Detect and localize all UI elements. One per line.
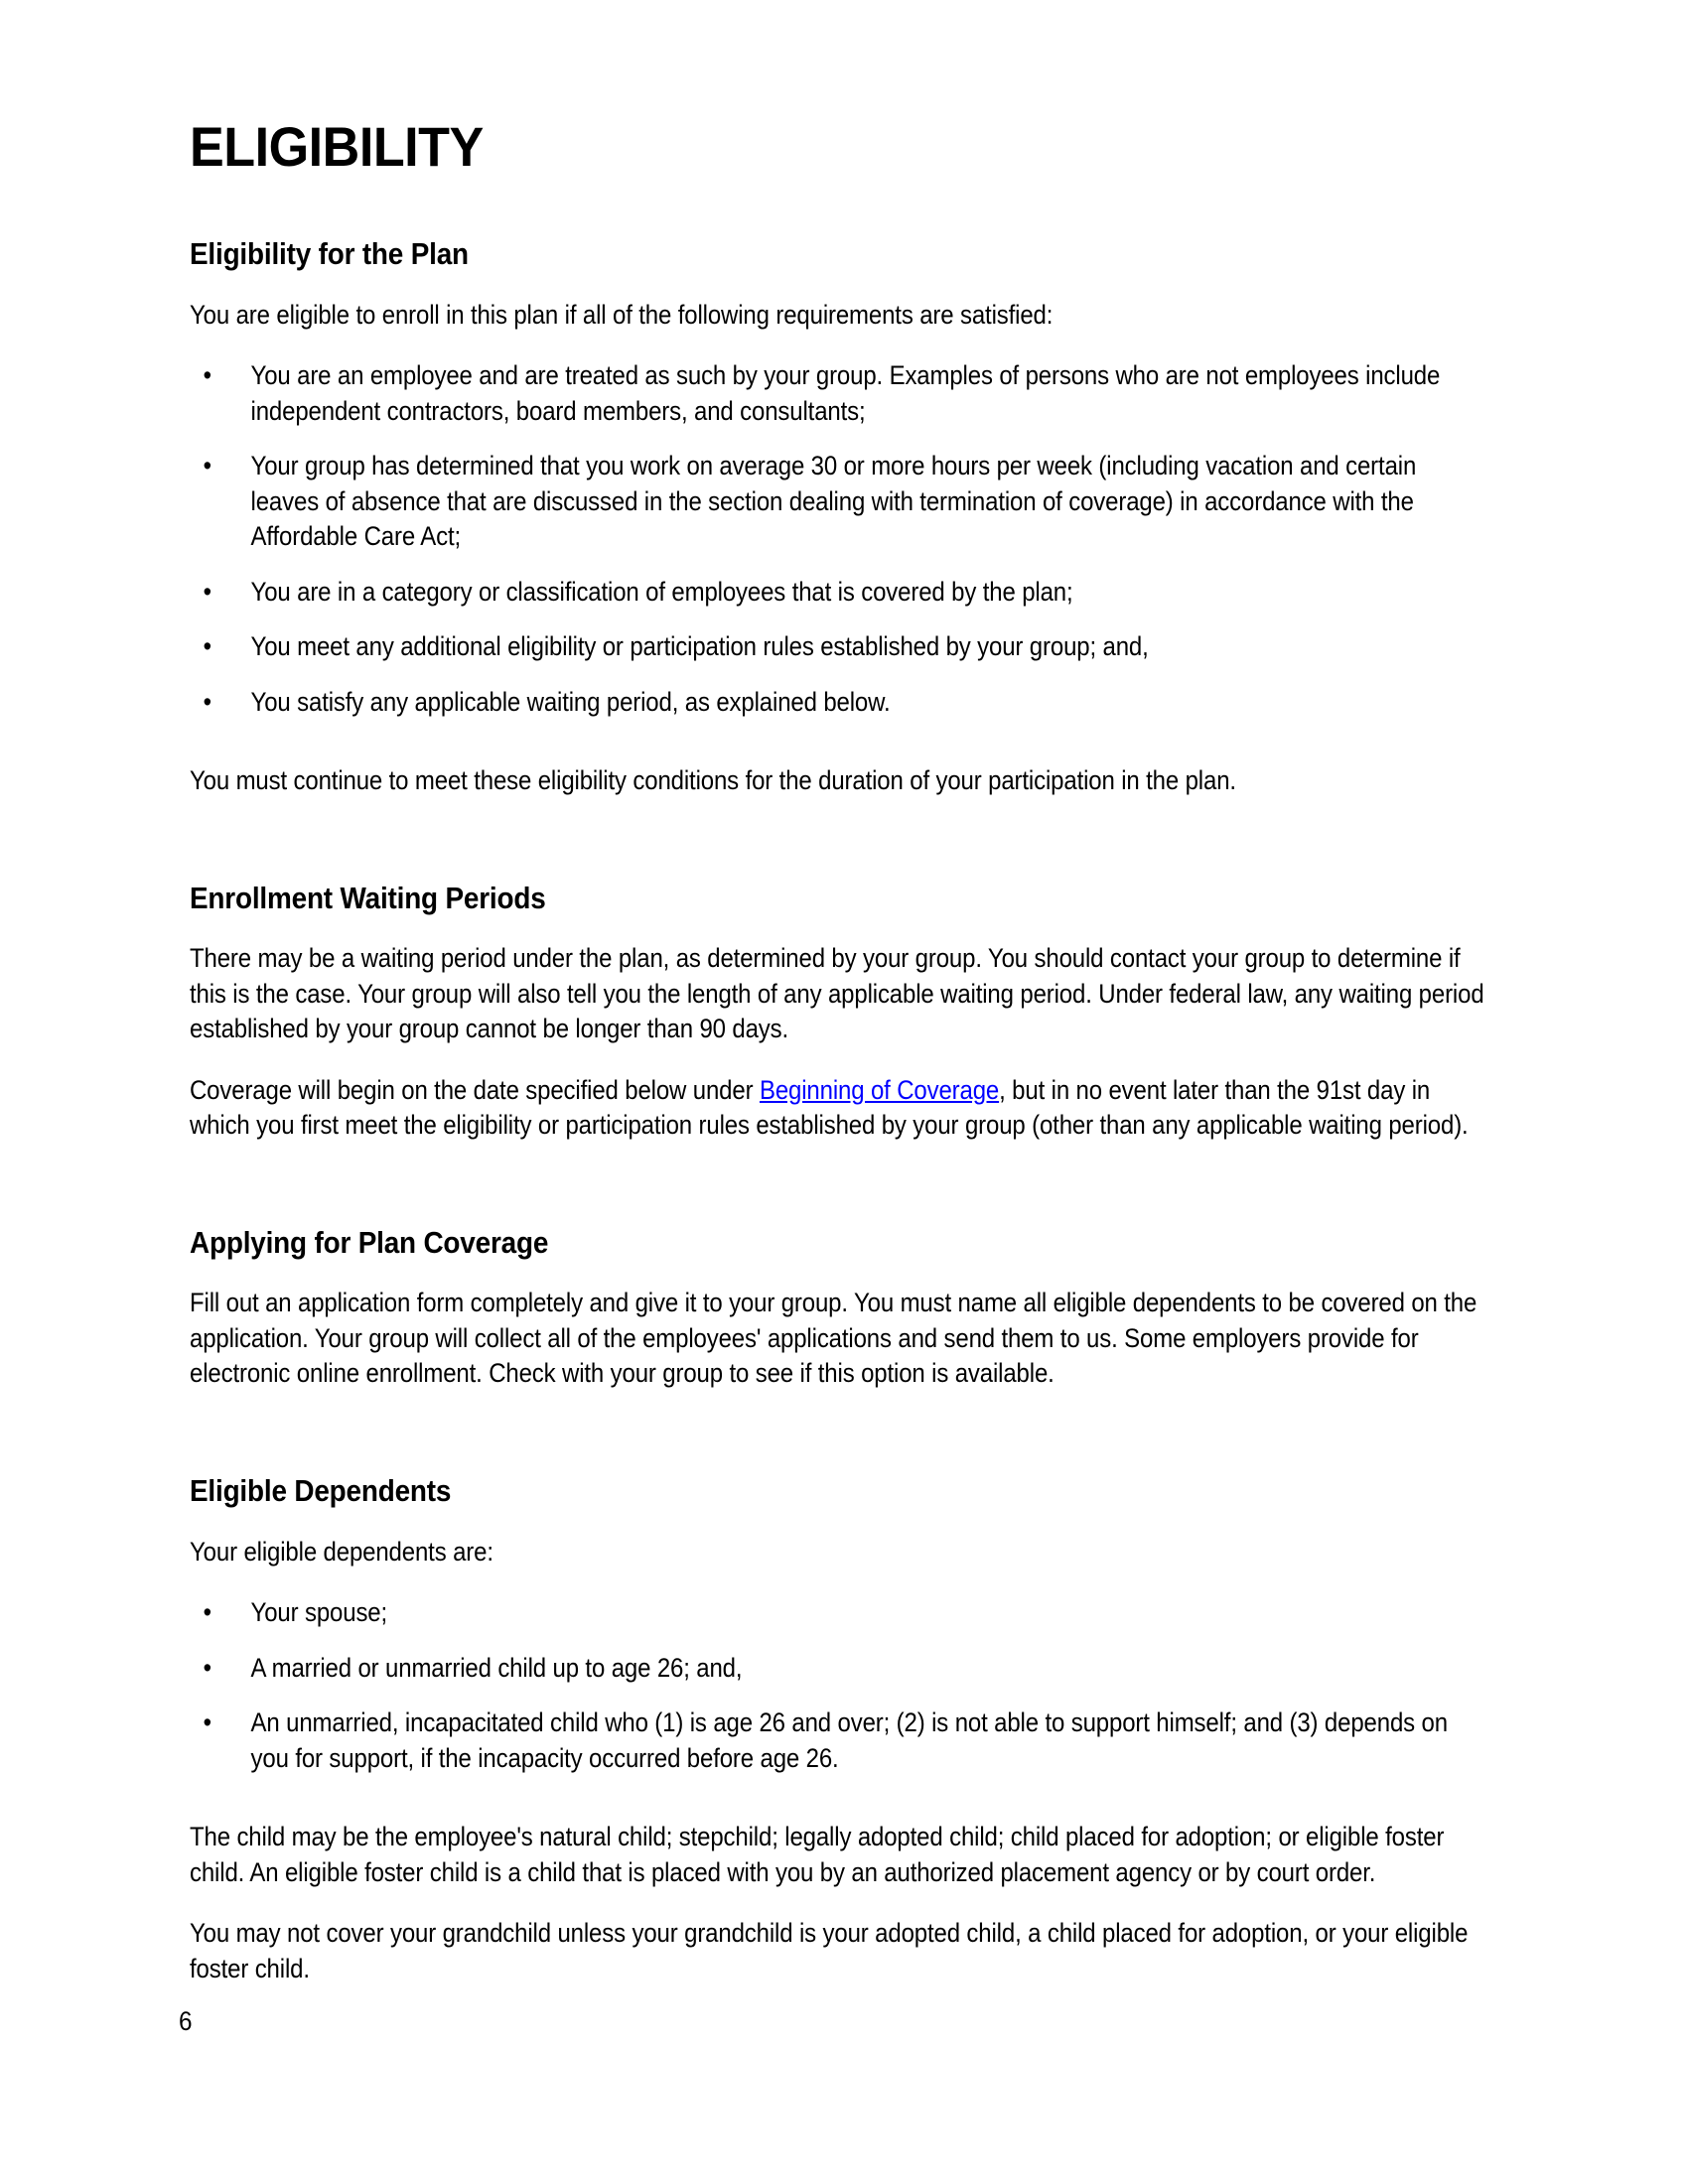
bullet-icon: •	[203, 1652, 211, 1683]
eligible-dependents-list	[190, 1595, 1490, 1776]
applying-paragraph-1: Fill out an application form completely and give it to your group. You must name all eligible dependents to be covered on the application. Your group will collect all of the employees' applications and send them to us. Some employers provide for electronic online enrollment. Check with your group to see if this option is available.	[190, 1288, 1477, 1389]
section-eligible-dependents	[190, 1473, 1490, 1986]
waiting-periods-paragraph-1: There may be a waiting period under the plan, as determined by your group. You should contact your group to determine if this is the case. Your group will also tell you the length of any applicable waiting period. Under federal law, any waiting period established by your group cannot be longer than 90 days.	[190, 943, 1484, 1044]
list-item-text: You satisfy any applicable waiting period, as explained below.	[250, 686, 891, 717]
dependents-intro-paragraph: Your eligible dependents are:	[190, 1536, 493, 1567]
list-item-text: A married or unmarried child up to age 26; and,	[250, 1652, 743, 1683]
waiting-periods-text-after-link: , but in no event later than the 91st day in which you first meet the eligibility or participation rules established by your group (other than any applicable waiting period).	[190, 1074, 1469, 1141]
dependents-paragraph-2: You may not cover your grandchild unless your grandchild is your adopted child, a child placed for adoption, or your eligible foster child.	[190, 1918, 1469, 1983]
list-item	[190, 1651, 1490, 1687]
section-enrollment-waiting-periods	[190, 881, 1490, 1144]
beginning-of-coverage-link[interactable]: Beginning of Coverage	[759, 1074, 1000, 1105]
list-item	[190, 1706, 1490, 1776]
section-gap	[190, 1169, 1490, 1225]
list-item	[190, 449, 1490, 555]
bullet-icon: •	[203, 1597, 211, 1628]
list-item-text: You are an employee and are treated as such by your group. Examples of persons who are not employees include independent contractors, board members, and consultants;	[250, 360, 1441, 426]
dependents-paragraph-1: The child may be the employee's natural child; stepchild; legally adopted child; child placed for adoption; or eligible foster child. An eligible foster child is a child that is placed with you by an authorized placement agency or by court order.	[190, 1822, 1445, 1887]
waiting-periods-text-before-link: Coverage will begin on the date specified below under	[190, 1074, 760, 1105]
list-item-text: You are in a category or classification of employees that is covered by the plan;	[250, 576, 1073, 607]
list-item	[190, 1595, 1490, 1631]
bullet-icon: •	[203, 686, 211, 717]
list-item-text: Your spouse;	[250, 1597, 388, 1628]
page-number: 6	[179, 2006, 193, 2036]
section-gap	[190, 825, 1490, 881]
spacer	[190, 746, 1490, 763]
list-item	[190, 629, 1490, 665]
section-gap	[190, 1418, 1490, 1473]
section-heading-enrollment-waiting-periods: Enrollment Waiting Periods	[190, 880, 546, 915]
list-item-text: You meet any additional eligibility or participation rules established by your group; and,	[250, 631, 1149, 662]
list-item-text: An unmarried, incapacitated child who (1) is age 26 and over; (2) is not able to support himself; and (3) depends on you for support, if the incapacity occurred before age 26.	[250, 1707, 1448, 1773]
list-item	[190, 685, 1490, 721]
bullet-icon: •	[203, 631, 211, 662]
section-applying-for-plan-coverage	[190, 1225, 1490, 1392]
page-title: ELIGIBILITY	[190, 115, 484, 178]
section-eligibility-for-the-plan	[190, 236, 1490, 799]
eligibility-requirements-list	[190, 358, 1490, 720]
bullet-icon: •	[203, 360, 211, 391]
bullet-icon: •	[203, 576, 211, 607]
list-item-text: Your group has determined that you work on average 30 or more hours per week (including vacation and certain leaves of absence that are discussed in the section dealing with termination of coverage) in accordance with the Affordable Care Act;	[250, 451, 1417, 552]
section-heading-applying-for-plan-coverage: Applying for Plan Coverage	[190, 1224, 549, 1260]
list-item	[190, 358, 1490, 429]
eligibility-intro-paragraph: You are eligible to enroll in this plan if all of the following requirements are satisfied:	[190, 299, 1054, 330]
spacer	[190, 1802, 1490, 1820]
bullet-icon: •	[203, 1707, 211, 1738]
bullet-icon: •	[203, 451, 211, 481]
waiting-periods-paragraph-2	[190, 1073, 1490, 1144]
list-item	[190, 575, 1490, 611]
page-content	[190, 115, 1490, 2012]
eligibility-closing-paragraph: You must continue to meet these eligibility conditions for the duration of your participation in the plan.	[190, 765, 1236, 796]
section-heading-eligible-dependents: Eligible Dependents	[190, 1472, 452, 1508]
section-heading-eligibility-for-the-plan: Eligibility for the Plan	[190, 236, 469, 271]
